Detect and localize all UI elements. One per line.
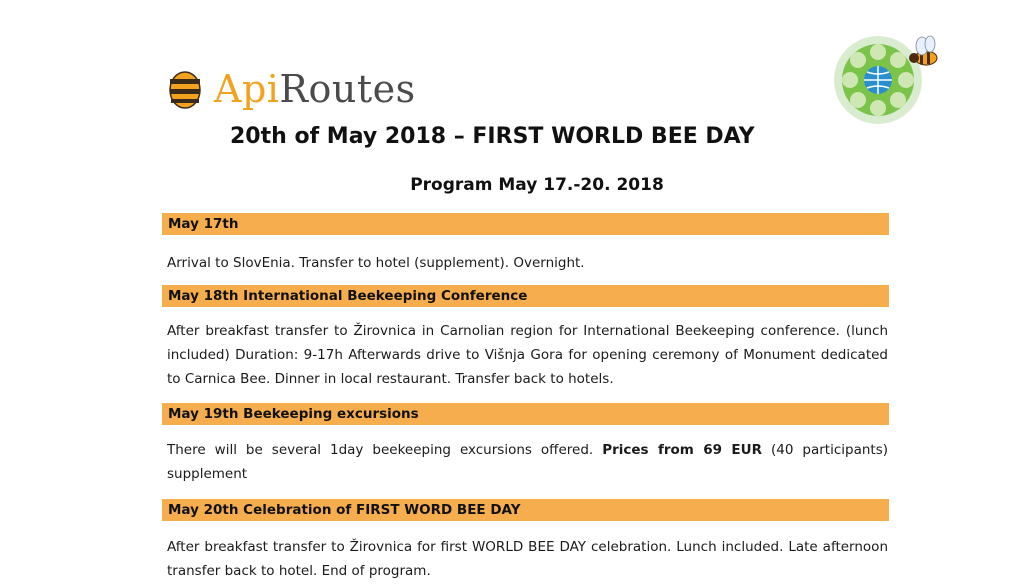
logo-wordmark [214,67,416,111]
section-heading-may-19: May 19th Beekeeping excursions [162,403,889,425]
apiroutes-logo [168,64,416,114]
section-text-may-18: After breakfast transfer to Žirovnica in Carnolian region for International Beekeeping conference. (lunch included) Duration: 9-17h Afterwards drive to Višnja Gora for opening ceremony of Monument dedicated to Carnica Bee. Dinner in local restaurant. Transfer back to hotels. [167,323,888,387]
section-text-may-19-intro: There will be several 1day beekeeping excursions offered. [167,442,603,458]
world-bee-day-emblem-icon [826,24,944,128]
section-heading-may-20: May 20th Celebration of FIRST WORD BEE DAY [162,499,889,521]
section-heading-may-18: May 18th International Beekeeping Conference [162,285,889,307]
price-highlight: Prices from 69 EUR [602,442,762,458]
logo-api-text: Api [214,67,280,111]
logo-routes-text: Routes [279,67,416,111]
section-text-may-20: After breakfast transfer to Žirovnica for first WORLD BEE DAY celebration. Lunch included. Late afternoon transfer back to hotel. End of program. [167,539,888,579]
page-subtitle: Program May 17.-20. 2018 [410,175,664,195]
bee-icon [168,68,202,110]
section-heading-may-17: May 17th [162,213,889,235]
section-text-may-19-outro: (40 participants) supplement [167,442,888,482]
section-text-may-19 [167,438,888,486]
section-text-may-17: Arrival to SlovEnia. Transfer to hotel (supplement). Overnight. [167,255,585,271]
page-title: 20th of May 2018 – FIRST WORLD BEE DAY [230,124,755,149]
